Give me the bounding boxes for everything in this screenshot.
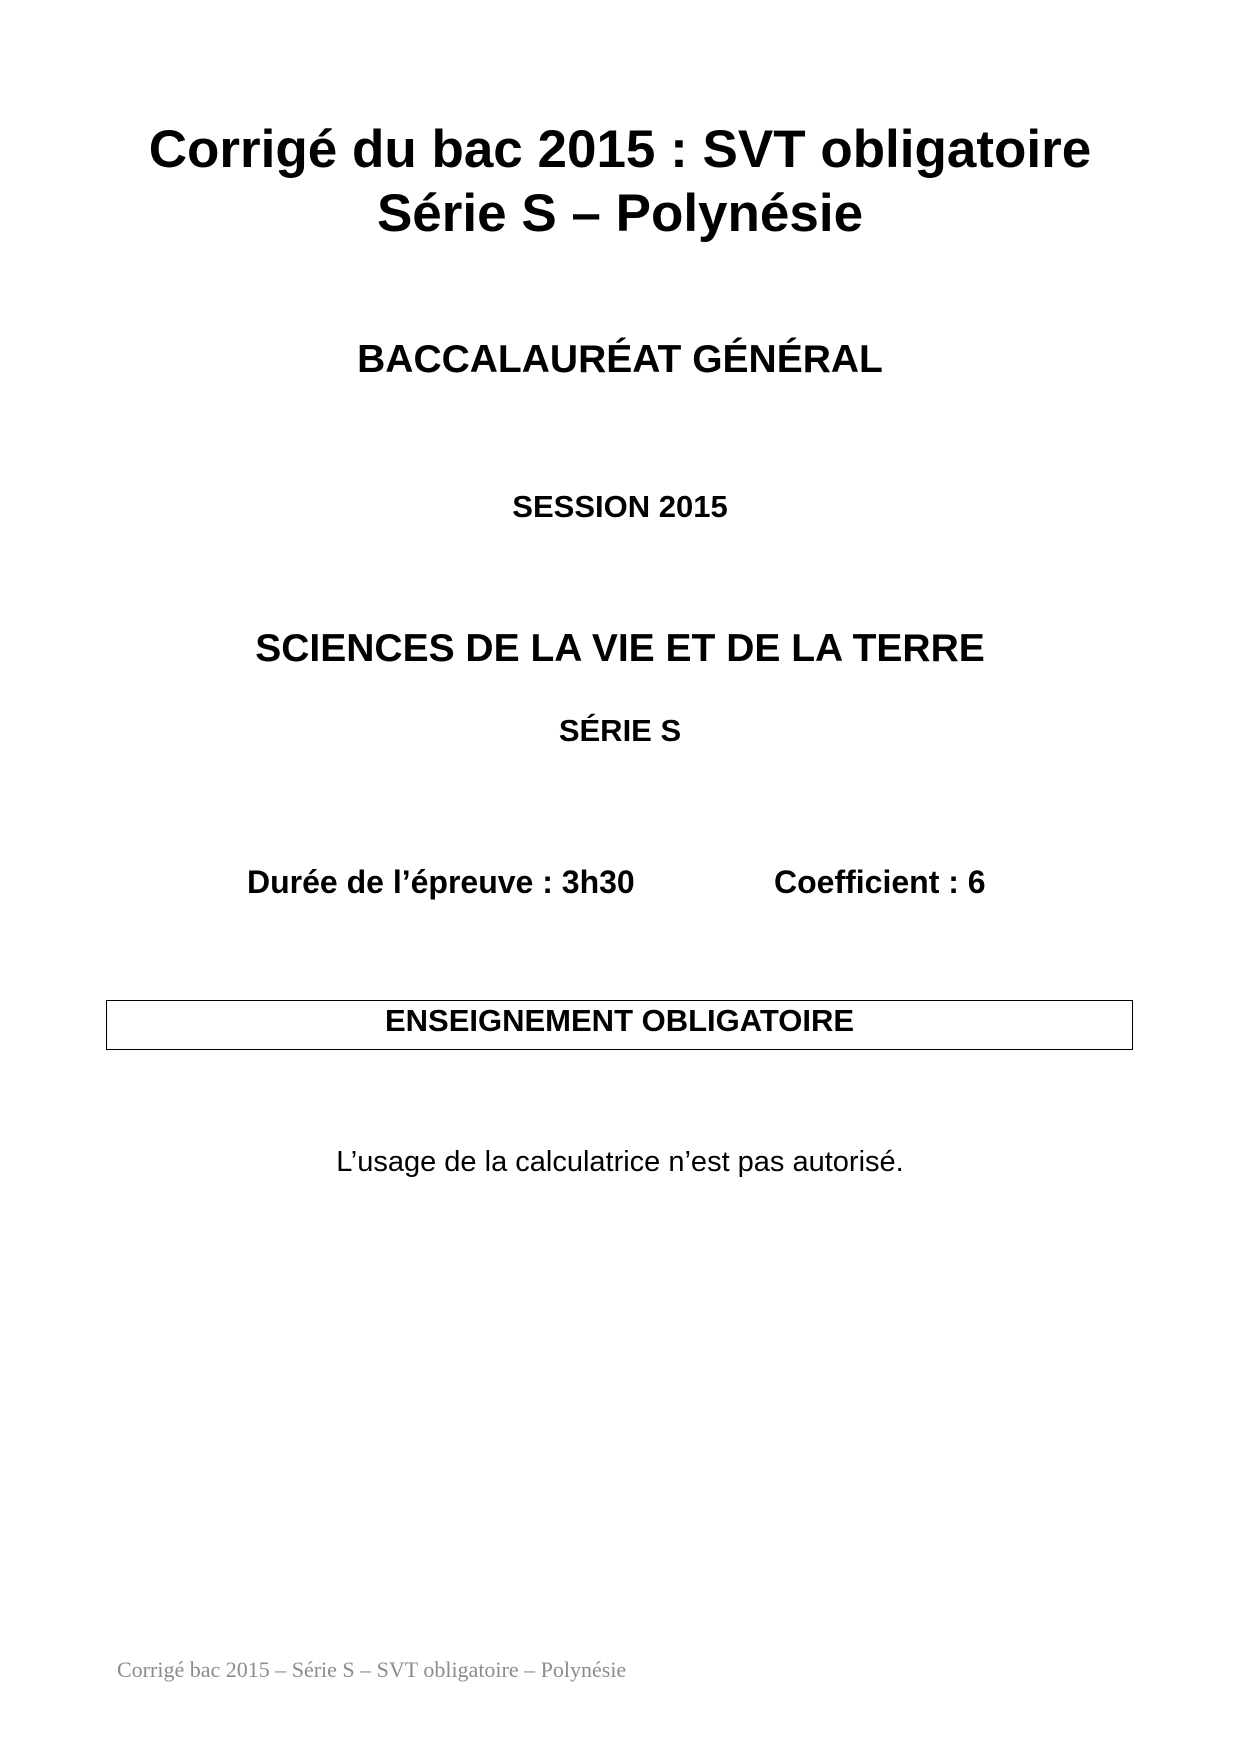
- document-title-line-2: Série S – Polynésie: [376, 184, 864, 243]
- serie-heading: SÉRIE S: [558, 713, 682, 748]
- teaching-type-box: ENSEIGNEMENT OBLIGATOIRE: [106, 1000, 1133, 1050]
- exam-coefficient: Coefficient : 6: [774, 864, 986, 900]
- subject-heading: SCIENCES DE LA VIE ET DE LA TERRE: [255, 627, 985, 670]
- exam-duration: Durée de l’épreuve : 3h30: [247, 864, 635, 900]
- page-footer: Corrigé bac 2015 – Série S – SVT obligatoire – Polynésie: [117, 1657, 627, 1682]
- calculator-note: L’usage de la calculatrice n’est pas autorisé.: [336, 1146, 904, 1178]
- degree-heading: BACCALAURÉAT GÉNÉRAL: [357, 338, 883, 381]
- session-heading: SESSION 2015: [512, 489, 728, 524]
- document-title-line-1: Corrigé du bac 2015 : SVT obligatoire: [148, 120, 1092, 179]
- exam-info-row: [0, 862, 1240, 902]
